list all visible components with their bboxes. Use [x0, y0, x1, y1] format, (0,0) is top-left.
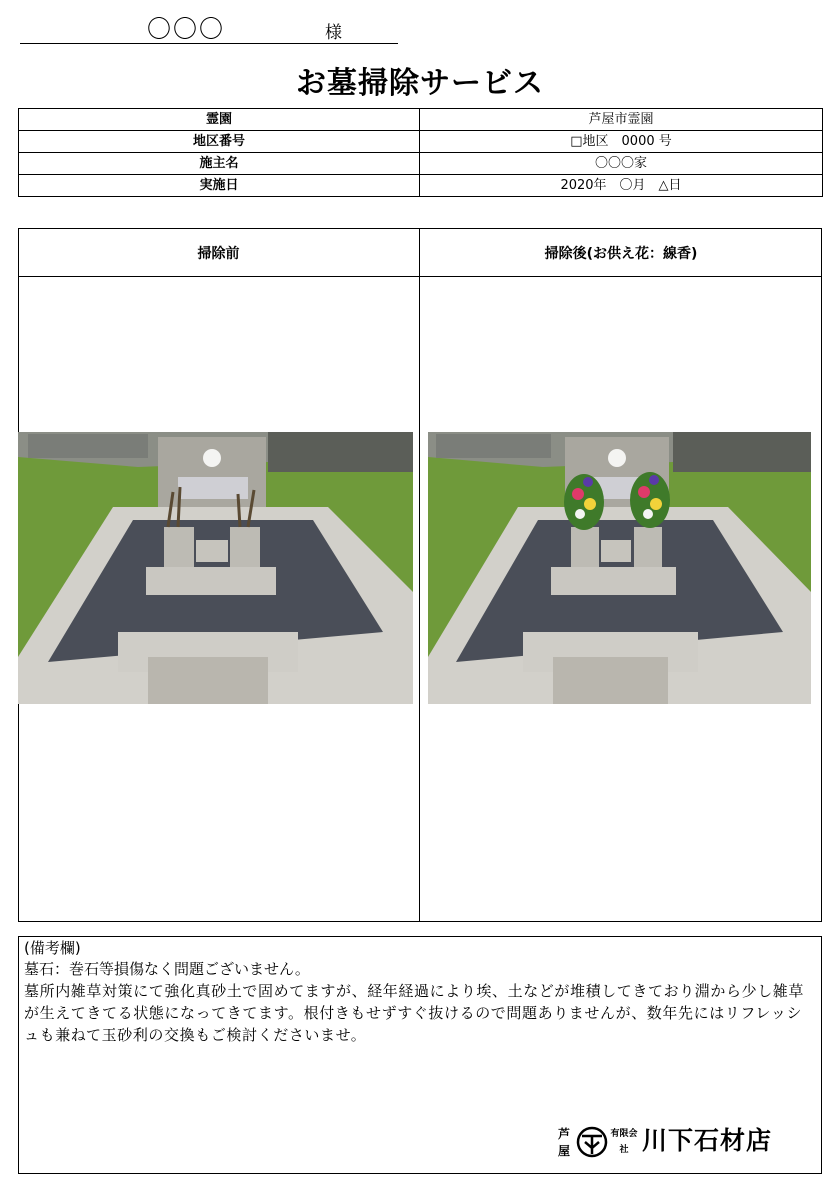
flowers-left: [564, 474, 604, 530]
recipient-underline: [20, 43, 398, 44]
company-crest-icon: [576, 1126, 608, 1158]
owner-label: 施主名: [19, 153, 420, 175]
after-photo: [428, 432, 811, 704]
document-title: お墓掃除サービス: [296, 66, 544, 101]
photo-header-divider: [18, 276, 822, 277]
after-heading: 掃除後(お供え花：線香): [544, 246, 698, 262]
before-photo: [18, 432, 413, 704]
plot-number-label: 地区番号: [19, 131, 420, 153]
photo-panel-divider: [419, 228, 420, 922]
date-value: 2020年 〇月 △日: [420, 175, 823, 197]
recipient-honorific: 様: [325, 23, 342, 43]
cemetery-label: 霊園: [19, 109, 420, 131]
info-row-owner: [19, 153, 823, 175]
cemetery-value: 芦屋市霊園: [420, 109, 823, 131]
info-row-plot-number: [19, 131, 823, 153]
plot-number-value: □地区 0000 号: [420, 131, 823, 153]
before-heading: 掃除前: [197, 246, 240, 262]
remarks-heading: (備考欄): [24, 939, 81, 957]
company-corp-type: 有限会社: [610, 1129, 638, 1155]
remarks-weed-note: 墓所内雑草対策にて強化真砂土で固めてますが、経年経過により埃、土などが堆積してきており淵から少し雑草が生えてきてる状態になってきてます。根付きもせずすぐ抜けるので問題ありませんが、数年先にはリフレッシュも兼ねて玉砂利の交換もご検討くださいませ。: [24, 982, 805, 1044]
date-label: 実施日: [19, 175, 420, 197]
info-table: [18, 108, 823, 197]
recipient-name: 〇〇〇: [147, 15, 225, 43]
company-place: 芦屋: [557, 1127, 570, 1158]
info-row-date: [19, 175, 823, 197]
remarks-gravestone-note: 墓石：巻石等損傷なく問題ございません。: [24, 960, 310, 978]
company-name: 川下石材店: [642, 1126, 773, 1155]
owner-value: 〇〇〇家: [420, 153, 823, 175]
info-row-cemetery: [19, 109, 823, 131]
flowers-right: [630, 472, 670, 528]
